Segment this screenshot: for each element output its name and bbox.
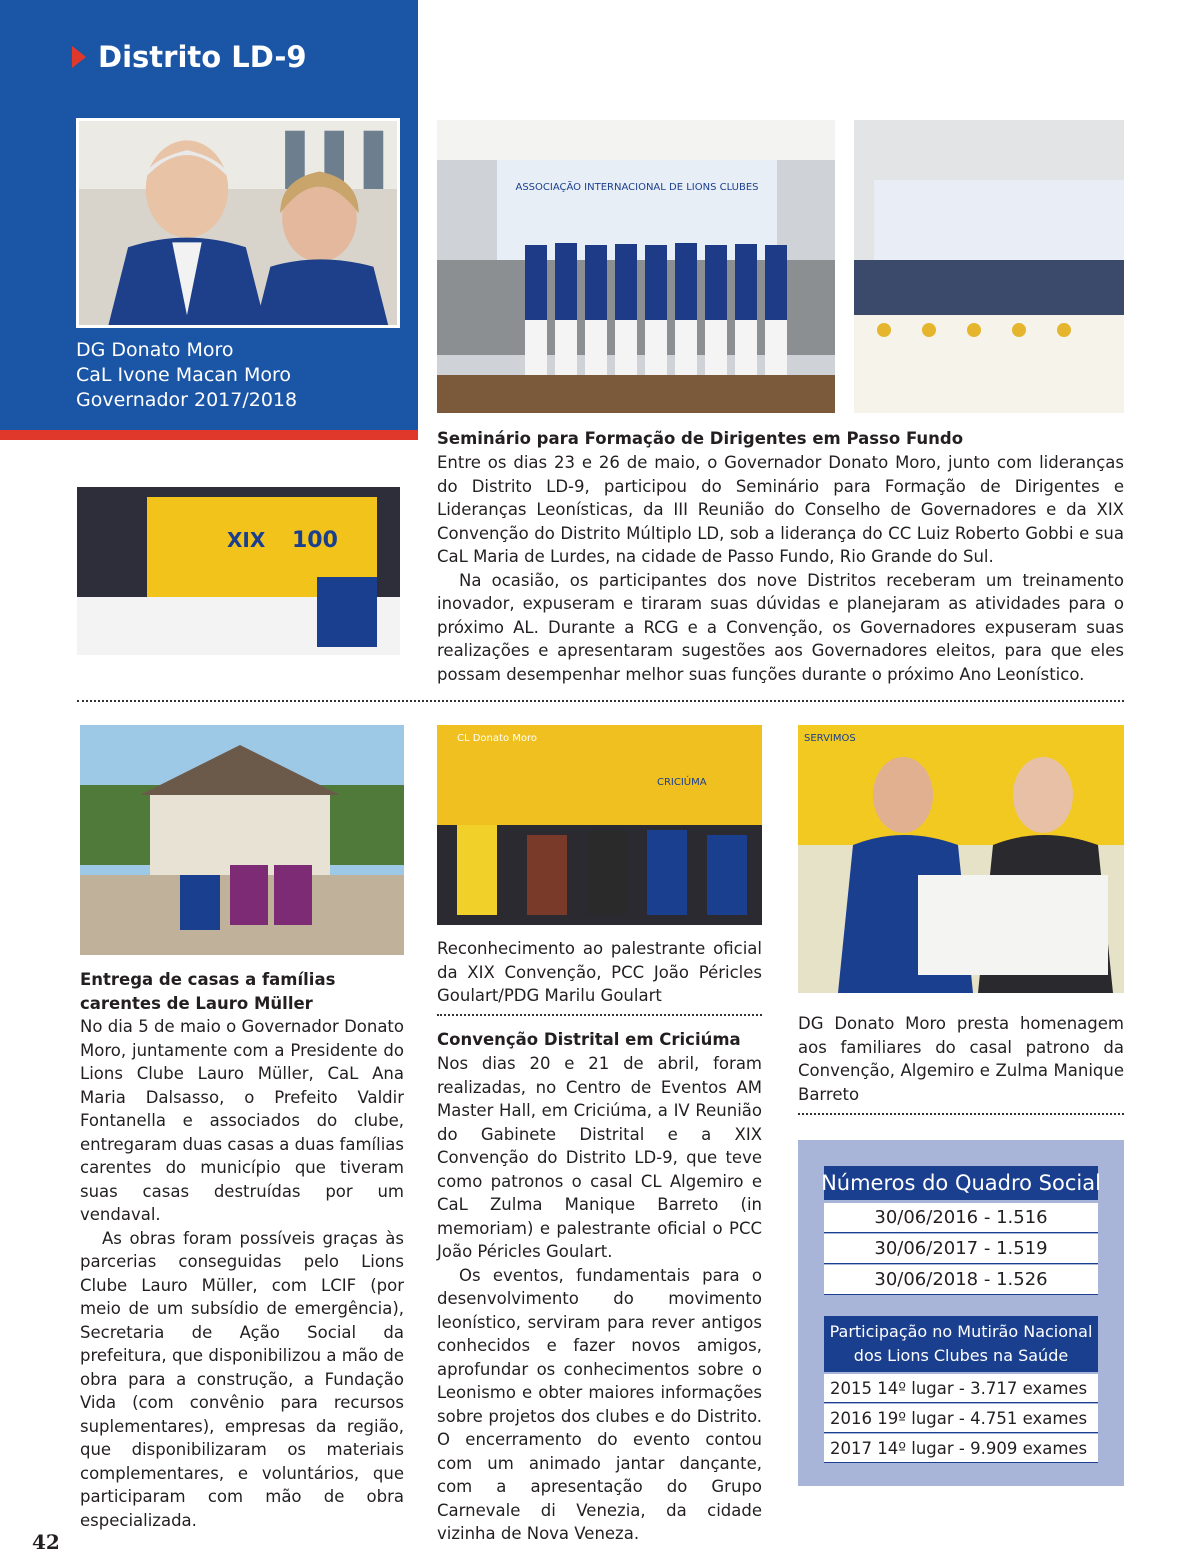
entrega-body <box>80 1015 404 1532</box>
banner-100: 100 <box>292 528 338 553</box>
participation-title: Participação no Mutirão Nacional dos Lions Clubes na Saúde <box>824 1316 1098 1372</box>
homage-photo <box>798 725 1124 993</box>
paragraph: As obras foram possíveis graças às parcerias conseguidas pelo Lions Clube Lauro Müller, com LCIF (por meio de um subsídio de emergência), Secretaria de Ação Social da prefeitura, que disponibilizou a mão de obra para a construção, a Fundação Vida (com convênio para recursos suplementares), empresas da região, que disponibilizaram os materiais complementares, e voluntários, que participaram com mão de obra especializada. <box>80 1228 404 1530</box>
banner-criciuma: CRICIÚMA <box>657 777 707 788</box>
column-divider <box>437 1014 762 1016</box>
paragraph: Entre os dias 23 e 26 de maio, o Governador Donato Moro, junto com lideranças do Distrito LD-9, participou do Seminário para Formação de Dirigentes e Lideranças Leonísticas, da III Reunião do Conselho de Governadores e da XIX Convenção do Distrito Múltiplo LD, sob a liderança do CC Luiz Roberto Gobbi e sua CaL Maria de Lurdes, na cidade de Passo Fundo, Rio Grande do Sul. <box>437 453 1124 566</box>
stats-title: Números do Quadro Social <box>824 1166 1098 1200</box>
portrait-photo <box>76 118 400 328</box>
section-divider <box>77 700 1124 702</box>
participation-row: 2017 14º lugar - 9.909 exames <box>824 1434 1098 1463</box>
entrega-title: Entrega de casas a famílias carentes de Lauro Müller <box>80 970 336 1013</box>
head-table-photo <box>854 120 1124 413</box>
seminario-title: Seminário para Formação de Dirigentes em Passo Fundo <box>437 429 964 448</box>
convencao-body <box>437 1052 762 1546</box>
banner-cl-donato: CL Donato Moro <box>457 733 537 744</box>
recognition-photo <box>437 725 762 925</box>
convention-stage-photo <box>77 487 400 655</box>
paragraph: Nos dias 20 e 21 de abril, foram realizadas, no Centro de Eventos AM Master Hall, em Criciúma, a IV Reunião do Gabinete Distrital e a XIX Convenção do Distrito LD-9, que teve como patronos o casal CL Algemiro e CaL Zulma Manique Barreto (in memoriam) e palestrante oficial o PCC João Péricles Goulart. <box>437 1054 762 1261</box>
banner-servimos: SERVIMOS <box>804 733 856 744</box>
paragraph: Os eventos, fundamentais para o desenvolvimento do movimento leonístico, serviram para rever antigos conhecidos e fazer novos amigos, aprofundar os conhecimentos sobre o Leonismo e obter maiores informações sobre projetos dos clubes e do Distrito. O encerramento do evento contou com um animado jantar dançante, com a apresentação do Grupo Carnevale di Venezia, da cidade vizinha de Nova Veneza. <box>437 1265 762 1543</box>
accent-strip <box>0 430 418 440</box>
participation-row: 2016 19º lugar - 4.751 exames <box>824 1404 1098 1433</box>
caption-line: Governador 2017/2018 <box>76 389 298 411</box>
convencao-title: Convenção Distrital em Criciúma <box>437 1030 741 1049</box>
portrait-caption <box>76 338 297 413</box>
participation-row: 2015 14º lugar - 3.717 exames <box>824 1374 1098 1403</box>
house-delivery-photo <box>80 725 404 955</box>
stat-row: 30/06/2016 - 1.516 <box>824 1203 1098 1233</box>
banner-xix: XIX <box>227 528 266 552</box>
section-title-text: Distrito LD-9 <box>98 40 307 74</box>
paragraph: Na ocasião, os participantes dos nove Distritos receberam um treinamento inovador, expuseram e tiraram suas dúvidas e planejaram as atividades para o próximo AL. Durante a RCG e a Convenção, os Governadores expuseram suas realizações e apresentaram sugestões aos Governadores eleitos, para que eles possam desempenhar melhor suas funções durante o próximo Ano Leonístico. <box>437 570 1124 684</box>
paragraph: No dia 5 de maio o Governador Donato Moro, juntamente com a Presidente do Lions Clube Lauro Müller, CaL Ana Maria Dalsasso, o Prefeito Valdir Fontanella e associados do clube, entregaram duas casas a duas famílias carentes do município que tiveram suas casas destruídas por um vendaval. <box>80 1017 404 1224</box>
stage-group-photo <box>437 120 835 413</box>
seminario-body <box>437 451 1124 686</box>
triangle-marker-icon <box>72 46 86 68</box>
reconhecimento-caption: Reconhecimento ao palestrante oficial da XIX Convenção, PCC João Péricles Goulart/PDG Marilu Goulart <box>437 939 762 1005</box>
homenagem-caption: DG Donato Moro presta homenagem aos familiares do casal patrono da Convenção, Algemiro e Zulma Manique Barreto <box>798 1014 1124 1104</box>
page-number: 42 <box>32 1530 60 1554</box>
section-title <box>72 40 307 74</box>
stat-row: 30/06/2017 - 1.519 <box>824 1234 1098 1264</box>
column-divider <box>798 1113 1124 1115</box>
banner-text: ASSOCIAÇÃO INTERNACIONAL DE LIONS CLUBES <box>515 182 759 193</box>
caption-line: DG Donato Moro <box>76 339 234 361</box>
caption-line: CaL Ivone Macan Moro <box>76 364 292 386</box>
stat-row: 30/06/2018 - 1.526 <box>824 1265 1098 1295</box>
